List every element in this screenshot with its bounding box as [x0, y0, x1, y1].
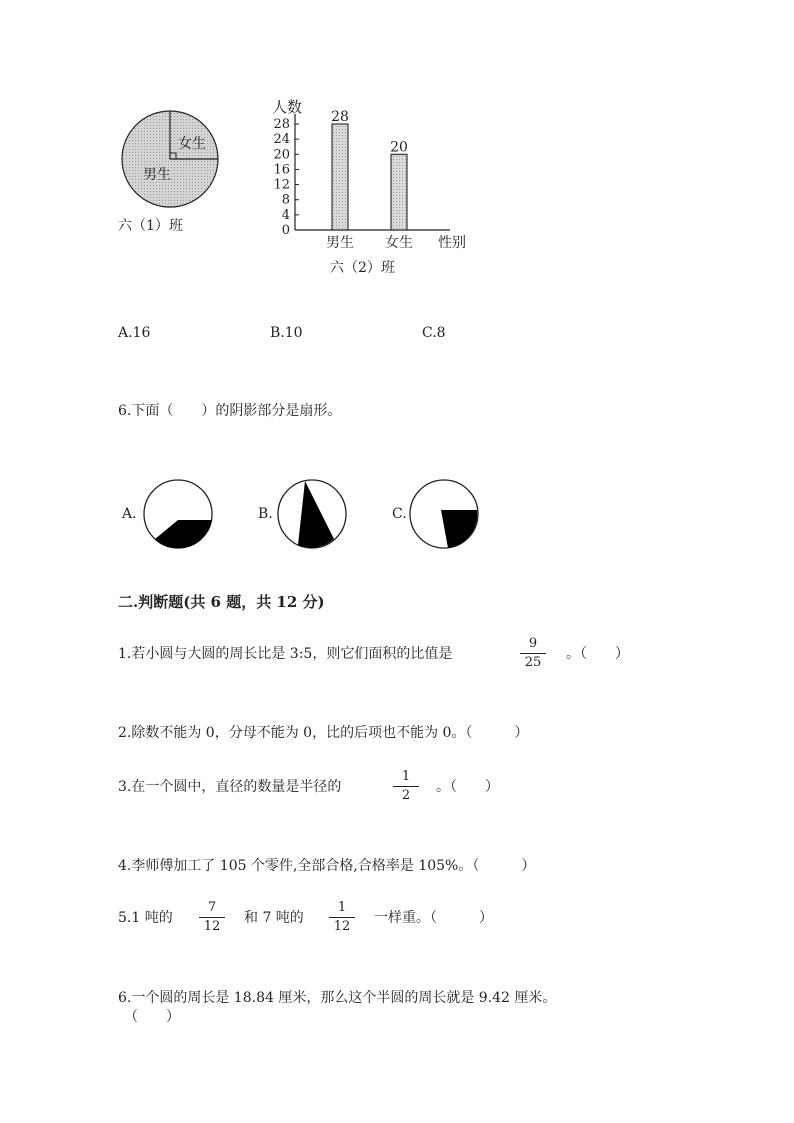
q6-option-c-figure[interactable]	[408, 476, 480, 552]
x-axis-label: 性别	[438, 235, 466, 251]
q6-option-a-figure[interactable]	[140, 476, 216, 552]
judge-5-fraction-1	[197, 900, 227, 935]
q5-option-c[interactable]: C.8	[422, 325, 446, 341]
judge-1-text: 1.若小圆与大圆的周长比是 3:5，则它们面积的比值是	[118, 646, 453, 662]
y-tick-label: 28	[273, 117, 290, 132]
fraction-bar	[329, 917, 355, 918]
judge-3-answer-blank[interactable]: 。（ ）	[436, 779, 499, 795]
pie-caption: 六（1）班	[118, 218, 183, 234]
q6-option-b-figure[interactable]	[276, 476, 348, 552]
y-axis-label: 人数	[272, 98, 303, 116]
judge-6-text: 6.一个圆的周长是 18.84 厘米，那么这个半圆的周长就是 9.42 厘米。	[118, 990, 557, 1006]
bar-boys	[332, 124, 348, 230]
fraction-denominator: 12	[203, 919, 221, 934]
fraction-denominator: 25	[524, 655, 542, 670]
judge-1-answer-blank[interactable]: 。（ ）	[566, 646, 629, 662]
fraction-numerator: 1	[401, 769, 411, 784]
y-tick-label: 20	[273, 147, 290, 163]
y-tick-label: 0	[281, 223, 290, 238]
judge-5-text-part3: 一样重。（ ）	[374, 910, 493, 926]
fraction-numerator: 7	[207, 900, 217, 915]
fraction-denominator: 2	[401, 788, 411, 803]
q5-option-a[interactable]: A.16	[118, 325, 151, 341]
q6-option-a-label[interactable]: A.	[122, 506, 137, 522]
q6-option-c-label[interactable]: C.	[392, 506, 407, 522]
q5-option-b[interactable]: B.10	[270, 325, 303, 341]
judge-5-text-part2: 和 7 吨的	[244, 910, 304, 926]
y-tick-label: 16	[273, 162, 290, 178]
y-tick-label: 24	[273, 132, 290, 148]
question-6-stem: 6.下面（ ）的阴影部分是扇形。	[118, 403, 342, 419]
judge-3-fraction	[391, 769, 421, 804]
fraction-bar	[199, 917, 225, 918]
fraction-bar	[520, 653, 546, 654]
judge-5-fraction-2	[327, 900, 357, 935]
fraction-numerator: 9	[528, 636, 538, 651]
judge-2-text: 2.除数不能为 0，分母不能为 0，比的后项也不能为 0。（ ）	[118, 725, 529, 741]
bar-value-label: 20	[390, 139, 408, 156]
pie-label-boys: 男生	[143, 167, 171, 183]
fraction-numerator: 1	[337, 900, 347, 915]
bar-girls	[391, 154, 407, 230]
fraction-bar	[393, 786, 419, 787]
q6-option-b-label[interactable]: B.	[258, 506, 273, 522]
judge-1-fraction	[518, 636, 548, 671]
bar-chart	[260, 92, 480, 282]
y-tick-label: 4	[281, 207, 290, 223]
fraction-denominator: 12	[333, 919, 351, 934]
section-2-title: 二.判断题(共 6 题，共 12 分)	[118, 593, 325, 611]
x-category-label: 男生	[326, 235, 354, 251]
y-tick-label: 8	[281, 192, 290, 208]
pie-chart	[110, 100, 240, 240]
bar-value-label: 28	[331, 109, 349, 125]
x-category-label: 女生	[385, 235, 413, 251]
judge-5-text-part1: 5.1 吨的	[118, 910, 173, 926]
judge-4-text: 4.李师傅加工了 105 个零件,全部合格,合格率是 105%。（ ）	[118, 858, 536, 874]
judge-3-text: 3.在一个圆中，直径的数量是半径的	[118, 779, 342, 795]
bar-caption: 六（2）班	[330, 260, 395, 276]
pie-label-girls: 女生	[178, 136, 206, 152]
y-tick-label: 12	[273, 177, 290, 193]
judge-6-answer-blank[interactable]: （ ）	[124, 1009, 180, 1025]
